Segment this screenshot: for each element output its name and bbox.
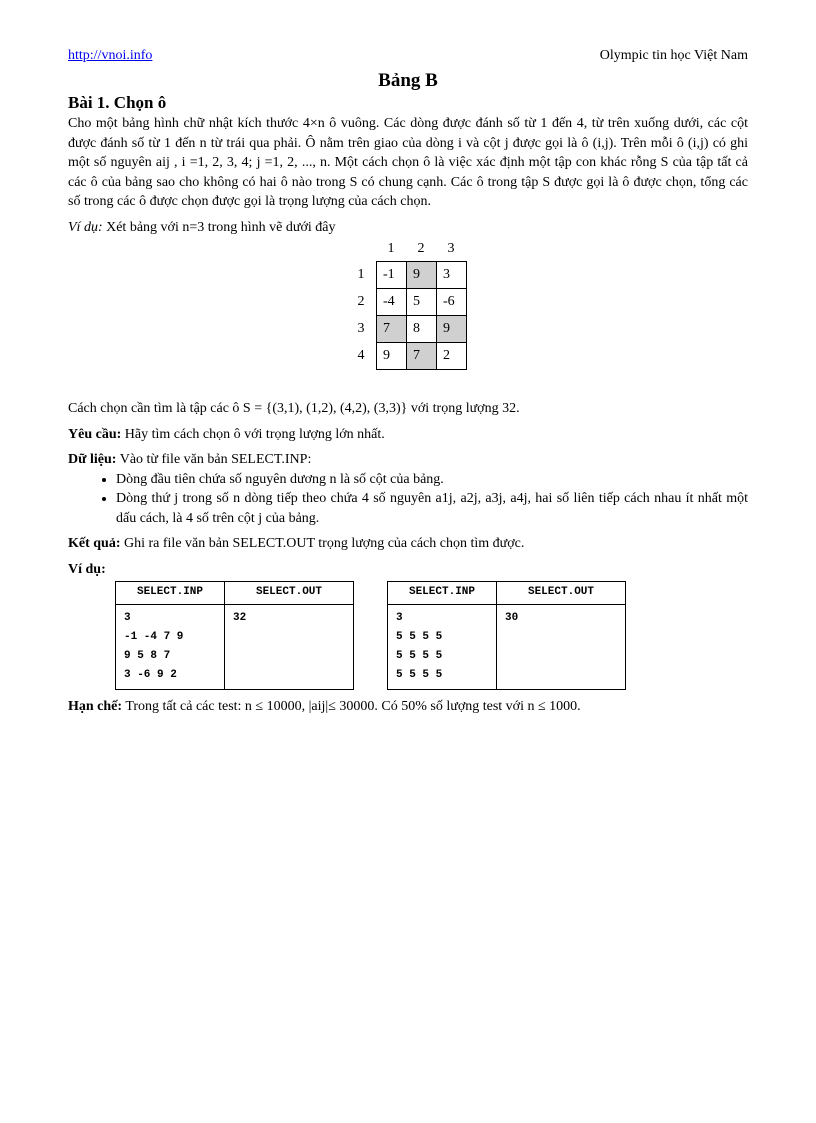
example-text: Xét bảng với n=3 trong hình vẽ dưới đây: [106, 219, 336, 235]
grid-cell: 2: [437, 343, 467, 370]
grid-row-header: 2: [357, 294, 365, 309]
constraints: [68, 697, 748, 717]
io-output-cell: [497, 605, 626, 690]
problem-paragraph: Cho một bảng hình chữ nhật kích thước 4×n ô vuông. Các dòng được đánh số từ 1 đến 4, từ trên xuống dưới, các cột được đánh số từ 1 đến n từ trái qua phải. Ô nằm trên giao của dòng i và cột j được gọi là ô (i,j). Trên mỗi ô (i,j) có ghi một số nguyên aij , i =1, 2, 3, 4; j =1, 2, ..., n. Một cách chọn ô là việc xác định một tập con khác rỗng S của tập tất cả các ô của bảng sao cho không có hai ô nào trong S có chung cạnh. Các ô trong tập S được gọi là ô được chọn, tổng các số trong các ô được chọn được gọi là trọng lượng của cách chọn.: [68, 116, 748, 209]
output-spec: [68, 534, 748, 554]
io-input-line: 5 5 5 5: [396, 631, 443, 643]
io-input-cell: [116, 605, 225, 690]
io-input-line: 3: [124, 612, 131, 624]
problem-content: [68, 92, 748, 717]
list-item: • Dòng thứ j trong số n dòng tiếp theo chứa 4 số nguyên a1j, a2j, a3j, a4j, hai số liên tiếp cách nhau ít nhất một dấu cách, là 4 số trên cột j của bảng.: [116, 489, 748, 528]
io-output-cell: [225, 605, 354, 690]
grid-row-header: 1: [357, 267, 365, 282]
input-spec-text: Vào từ file văn bản SELECT.INP:: [119, 452, 312, 467]
io-input-cell: [388, 605, 497, 690]
input-spec-label: Dữ liệu:: [68, 452, 117, 467]
grid-row: [377, 289, 467, 316]
vnoi-link[interactable]: http://vnoi.info: [68, 48, 153, 63]
grid-col-header: 2: [417, 241, 425, 256]
io-header-input: SELECT.INP: [388, 582, 497, 605]
grid-row-header: 3: [357, 321, 365, 336]
answer-text: Cách chọn cần tìm là tập các ô S = {(3,1), (1,2), (4,2), (3,3)} với trọng lượng 32.: [68, 401, 520, 416]
grid-cell: -4: [377, 289, 407, 316]
grid-row: [377, 316, 467, 343]
output-spec-text: Ghi ra file văn bản SELECT.OUT trọng lượng của cách chọn tìm được.: [124, 536, 525, 551]
requirement-label: Yêu cầu:: [68, 426, 122, 442]
grid-cell: 5: [407, 289, 437, 316]
grid-cell-selected: 7: [407, 343, 437, 370]
page-title: Bảng B: [378, 70, 438, 91]
grid-row: [377, 262, 467, 289]
grid-cell-selected: 7: [377, 316, 407, 343]
io-input-line: -1 -4 7 9: [124, 631, 184, 643]
examples-label: Ví dụ:: [68, 561, 106, 577]
input-spec: [68, 450, 748, 470]
output-spec-label: Kết quả:: [68, 536, 121, 551]
grid-cell-selected: 9: [407, 262, 437, 289]
grid-row: [377, 343, 467, 370]
constraints-text: Trong tất cả các test: n ≤ 10000, |aij|≤ 30000. Có 50% số lượng test với n ≤ 1000.: [125, 699, 581, 714]
io-examples: [68, 581, 748, 693]
page-header: [68, 48, 748, 64]
example-grid-figure: [68, 239, 748, 399]
grid-cell: 9: [377, 343, 407, 370]
header-right-text: Olympic tin học Việt Nam: [599, 48, 748, 63]
grid-cell: 8: [407, 316, 437, 343]
io-input-line: 5 5 5 5: [396, 650, 443, 662]
requirement-text: Hãy tìm cách chọn ô với trọng lượng lớn nhất.: [124, 426, 385, 442]
io-output-line: 30: [505, 612, 519, 624]
grid-cell-selected: 9: [437, 316, 467, 343]
example-label: Ví dụ:: [68, 219, 103, 235]
problem-heading: Bài 1. Chọn ô: [68, 93, 167, 112]
grid-row-header: 4: [357, 348, 365, 363]
list-item: • Dòng đầu tiên chứa số nguyên dương n là số cột của bảng.: [116, 470, 748, 490]
io-input-line: 3: [396, 612, 403, 624]
grid-col-header: 3: [447, 241, 455, 256]
io-header-input: SELECT.INP: [116, 582, 225, 605]
constraints-label: Hạn chế:: [68, 699, 123, 714]
io-example-table: [115, 581, 354, 690]
io-header-output: SELECT.OUT: [497, 582, 626, 605]
grid-col-header: 1: [387, 241, 395, 256]
example-intro: [68, 218, 748, 238]
grid-cell: -6: [437, 289, 467, 316]
grid-cell: -1: [377, 262, 407, 289]
io-input-line: 3 -6 9 2: [124, 669, 177, 681]
io-header-output: SELECT.OUT: [225, 582, 354, 605]
io-input-line: 5 5 5 5: [396, 669, 443, 681]
io-example-table: [387, 581, 626, 690]
requirement: [68, 425, 748, 445]
example-grid: [376, 261, 467, 370]
io-input-line: 9 5 8 7: [124, 650, 171, 662]
grid-cell: 3: [437, 262, 467, 289]
io-output-line: 32: [233, 612, 247, 624]
input-spec-list: [68, 470, 748, 529]
